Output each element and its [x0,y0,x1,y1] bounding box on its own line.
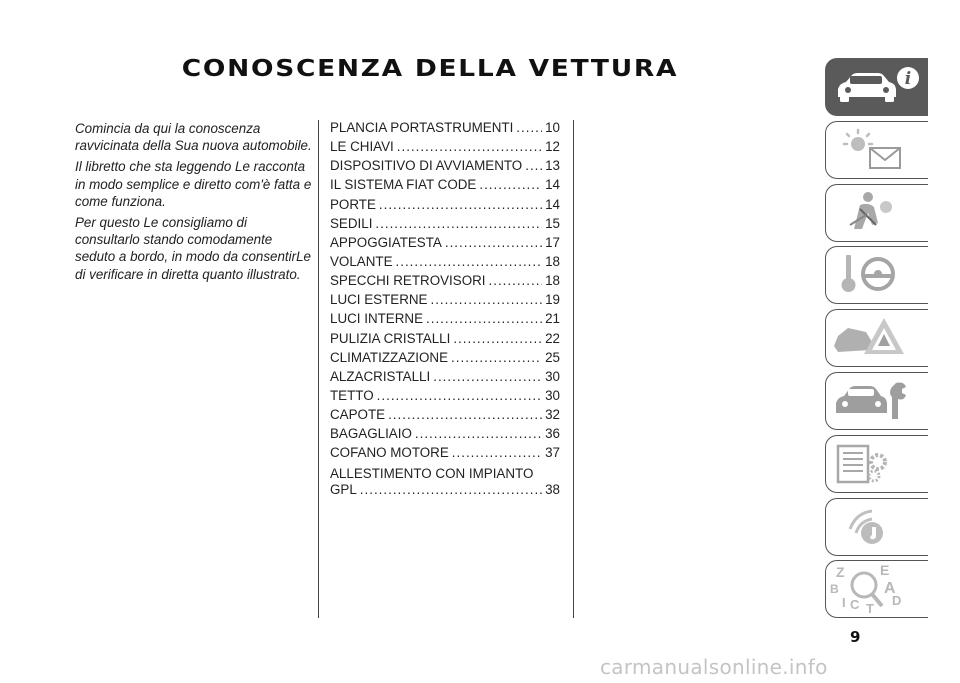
toc-entry-page: 30 [545,387,560,403]
toc-leader-dots [479,177,542,192]
seatbelt-airbag-icon [826,185,927,240]
toc-entry-title: DISPOSITIVO DI AVVIAMENTO [330,158,523,174]
toc-leader-dots [430,292,542,307]
index-letter: E [880,562,890,579]
intro-paragraph: Il libretto che sta leggendo Le racconta in modo semplice e diretto com'è fatta e come funziona. [75,159,312,209]
toc-entry-title: COFANO MOTORE [330,445,449,461]
toc-entry-page: 18 [545,273,560,289]
toc-entry-page: 12 [545,139,560,155]
tab-multimedia[interactable] [825,498,928,556]
toc-entry[interactable] [330,311,560,330]
index-letter: C [850,597,860,613]
tab-safety[interactable] [825,184,928,242]
warning-lights-message-icon [826,122,927,177]
toc-leader-dots [489,273,543,288]
toc-entry[interactable] [330,177,560,196]
table-of-contents [330,120,560,501]
toc-leader-dots [433,369,542,384]
column-divider [573,120,574,618]
toc-entry-page: 37 [545,445,560,461]
toc-entry[interactable] [330,482,560,501]
toc-entry-page: 32 [545,407,560,423]
toc-entry-title: PORTE [330,196,376,212]
tab-car-info[interactable] [825,58,928,116]
toc-entry[interactable] [330,216,560,235]
toc-entry-page: 10 [545,120,560,135]
toc-entry-page: 36 [545,426,560,442]
toc-leader-dots [445,235,542,250]
intro-paragraph: Per questo Le consigliamo di consultarlo stando comodamente seduto a bordo, in modo da consentirLe di verificare in diretta quanto illustrato. [75,215,311,282]
toc-entry-title: LE CHIAVI [330,139,394,155]
page-number: 9 [850,628,861,646]
toc-entry-title: SPECCHI RETROVISORI [330,273,486,289]
toc-leader-dots [451,350,542,365]
page-title: CONOSCENZA DELLA VETTURA [181,56,679,82]
intro-text [75,120,315,287]
toc-entry[interactable] [330,158,560,177]
toc-entry[interactable] [330,197,560,216]
toc-entry-title: ALZACRISTALLI [330,368,431,384]
tab-starting-driving[interactable] [825,246,928,304]
key-steering-wheel-icon [826,247,927,302]
toc-entry-page: 14 [545,196,560,212]
index-letter: I [842,595,846,611]
toc-entry-title: SEDILI [330,215,373,231]
toc-entry-title: PULIZIA CRISTALLI [330,330,451,346]
toc-entry-page: 30 [545,368,560,384]
chapter-tabs [825,58,928,623]
toc-entry-title: IL SISTEMA FIAT CODE [330,177,477,193]
index-letter: A [884,580,896,598]
tab-technical-data[interactable] [825,435,928,493]
toc-leader-dots [426,311,542,326]
toc-leader-dots [516,120,542,135]
toc-entry[interactable] [330,254,560,273]
toc-leader-dots [375,216,542,231]
index-letter: B [830,582,839,597]
toc-entry-page: 19 [545,292,560,308]
index-letter: Z [836,564,845,581]
toc-entry-title: LUCI INTERNE [330,311,424,327]
tab-info-label: i [904,69,912,89]
toc-entry[interactable] [330,120,560,139]
toc-entry[interactable] [330,350,560,369]
toc-entry[interactable] [330,445,560,464]
toc-leader-dots [452,445,542,460]
tab-alphabetical-index[interactable] [825,560,928,618]
toc-entry-page: 13 [545,158,560,174]
toc-entry[interactable] [330,369,560,388]
toc-entry-page: 14 [545,177,560,193]
multimedia-music-icon [826,499,927,554]
toc-entry[interactable] [330,407,560,426]
toc-entry[interactable] [330,388,560,407]
intro-paragraph: Comincia da qui la conoscenza ravvicinata della Sua nuova automobile. [75,121,312,154]
watermark: carmanualsonline.info [600,655,828,679]
toc-entry-page: 18 [545,253,560,269]
toc-entry[interactable] [330,292,560,311]
toc-entry-page: 21 [545,311,560,327]
toc-entry-title[interactable]: ALLESTIMENTO CON IMPIANTO [330,465,534,481]
car-maintenance-wrench-icon [826,373,927,428]
column-divider [318,120,319,618]
toc-entry-page: 15 [545,215,560,231]
tab-emergency[interactable] [825,309,928,367]
specifications-gear-icon [826,436,927,491]
toc-entry-page: 38 [545,481,560,497]
toc-entry[interactable] [330,426,560,445]
car-info-icon [826,59,927,114]
toc-entry-title: CAPOTE [330,407,386,423]
index-letter: T [866,601,874,617]
toc-leader-dots [415,426,542,441]
toc-leader-dots [379,197,542,212]
alphabetical-index-icon [826,561,927,616]
tab-warning-lights[interactable] [825,121,928,179]
toc-leader-dots [453,331,542,346]
toc-entry-page: 17 [545,234,560,250]
toc-entry[interactable] [330,235,560,254]
toc-entry-title: VOLANTE [330,253,393,269]
toc-entry-title: GPL [330,481,357,497]
index-letter: D [892,593,902,609]
toc-entry-page: 22 [545,330,560,346]
toc-leader-dots [388,407,542,422]
toc-entry-title: PLANCIA PORTASTRUMENTI [330,120,514,135]
toc-entry-page: 25 [545,349,560,365]
toc-entry-title: APPOGGIATESTA [330,234,442,250]
car-accident-warning-icon [826,310,927,365]
toc-entry-title: LUCI ESTERNE [330,292,428,308]
toc-entry[interactable] [330,273,560,292]
tab-maintenance[interactable] [825,372,928,430]
toc-entry-title: BAGAGLIAIO [330,426,412,442]
toc-entry-title: TETTO [330,387,374,403]
toc-entry[interactable] [330,139,560,158]
toc-leader-dots [525,158,542,173]
toc-leader-dots [360,482,542,497]
toc-leader-dots [397,139,542,154]
toc-leader-dots [396,254,543,269]
toc-leader-dots [377,388,542,403]
toc-entry-title: CLIMATIZZAZIONE [330,349,449,365]
toc-entry[interactable] [330,331,560,350]
